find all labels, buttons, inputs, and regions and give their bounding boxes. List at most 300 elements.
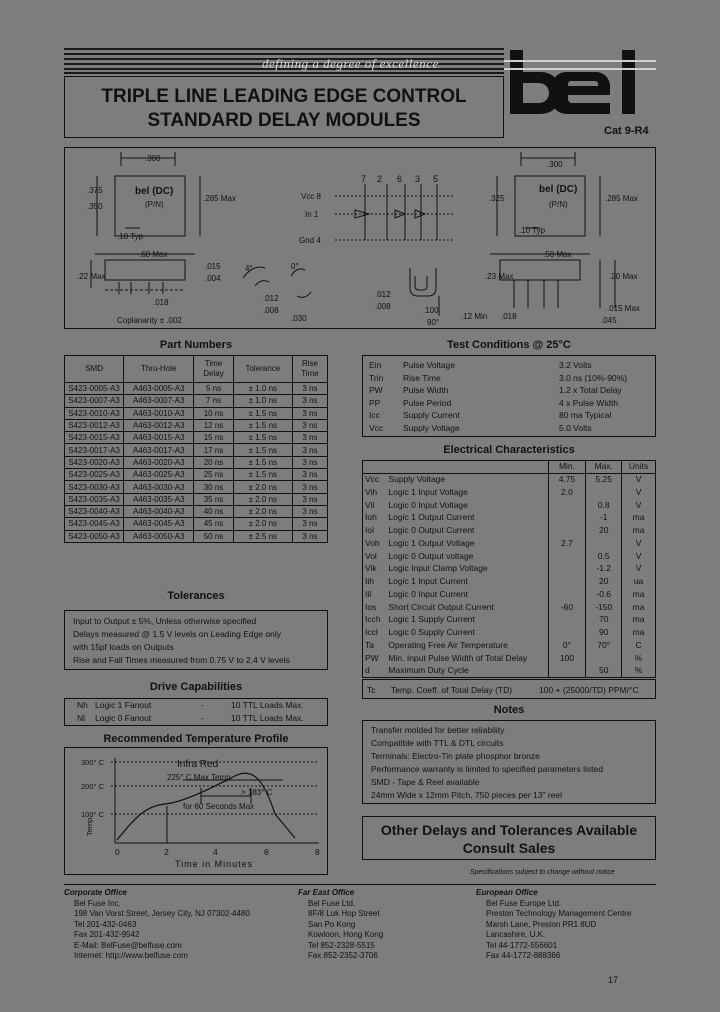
other-delays-box [362, 816, 656, 860]
far-east-heading: Far East Office [298, 888, 355, 897]
corporate-heading: Corporate Office [64, 888, 127, 897]
tolerances-title: Tolerances [167, 590, 225, 602]
dim-325: .325 [489, 194, 505, 203]
table-cell [548, 499, 586, 512]
table-cell: ± 1.5 ns [233, 419, 292, 431]
table-cell: -1 [586, 512, 622, 525]
test-condition-cell: Supply Current [403, 410, 460, 420]
table-cell: A463-0025-A3 [124, 469, 194, 481]
far-east-line: Bel Fuse Ltd. [308, 898, 356, 908]
drive-sym: Nl [77, 713, 86, 723]
table-cell: V [622, 563, 656, 576]
dim-300-left: .300 [145, 154, 161, 163]
table-cell: Maximum Duty Cycle [388, 665, 469, 676]
pin-5: 5 [433, 174, 439, 184]
drive-box [64, 698, 328, 726]
table-cell: V [622, 486, 656, 499]
table-row [363, 563, 656, 576]
test-conditions-title: Test Conditions @ 25°C [447, 339, 571, 351]
dim-23max: .23 Max [485, 272, 514, 281]
table-cell: 0.5 [586, 550, 622, 563]
dim-030: .030 [291, 314, 307, 323]
table-cell: S423-0025-A3 [65, 469, 124, 481]
table-cell: S423-0030-A3 [65, 481, 124, 493]
table-cell: 3 ns [292, 456, 327, 468]
table-row [65, 518, 328, 530]
table-cell: S423-0010-A3 [65, 407, 124, 419]
table-cell: A463-0045-A3 [124, 518, 194, 530]
table-row [363, 550, 656, 563]
table-cell: PW [365, 652, 379, 663]
table-cell: ± 1.0 ns [233, 383, 292, 395]
table-cell: ± 2.5 ns [233, 530, 292, 542]
drive-label: Logic 0 Fanout [95, 713, 152, 723]
table-cell: Supply Voltage [388, 474, 446, 485]
table-cell: d [365, 665, 370, 676]
col-max: Max. [586, 461, 622, 474]
table-cell: Ios [365, 601, 377, 612]
table-cell: ma [622, 601, 656, 614]
table-cell: S423-0050-A3 [65, 530, 124, 542]
table-cell: S423-0007-A3 [65, 395, 124, 407]
dim-285-left: .285 Max [203, 194, 236, 203]
table-cell: Operating Free Air Temperature [388, 639, 508, 650]
dim-375: .375 [87, 186, 103, 195]
test-condition-cell: 5.0 Volts [559, 422, 592, 433]
table-cell: ua [622, 575, 656, 588]
table-cell: 3 ns [292, 530, 327, 542]
tc-row [362, 679, 656, 699]
tc-value: 100 + (25000/TD) PPM/°C [539, 685, 639, 695]
bel-dc-left: bel (DC) [135, 186, 174, 197]
table-cell: ma [622, 524, 656, 537]
table-cell: 3 ns [292, 432, 327, 444]
far-east-line: 8F/8 Luk Hop Street [308, 909, 380, 918]
dim-008-mid: .008 [263, 306, 279, 315]
table-cell: A463-0017-A3 [124, 444, 194, 456]
table-cell: 3 ns [292, 383, 327, 395]
table-cell: 50 ns [194, 530, 233, 542]
table-row [363, 524, 656, 537]
table-cell: 0° [548, 639, 586, 652]
table-cell: Logic 0 Input Current [388, 588, 468, 599]
note-line: SMD - Tape & Reel available [371, 777, 480, 787]
table-cell: 45 ns [194, 518, 233, 530]
table-row [65, 432, 328, 444]
max-temp-label: 225° C Max Temp. [167, 773, 233, 782]
test-condition-cell: Pulse Width [403, 385, 449, 395]
dim-20max: .20 Max [609, 272, 638, 281]
table-row [363, 626, 656, 639]
table-cell: C [622, 639, 656, 652]
test-condition-cell: Icc [369, 410, 380, 420]
test-condition-cell: 1.2 x Total Delay [559, 385, 622, 395]
table-cell: A463-0007-A3 [124, 395, 194, 407]
table-cell: Ioh [365, 512, 377, 523]
col-smd: SMD [65, 356, 124, 383]
dim-10typ-right: .10 Typ [519, 226, 546, 235]
table-row [363, 537, 656, 550]
dim-60max: .60 Max [139, 250, 168, 259]
col-units: Units [622, 461, 656, 474]
footer-corporate [64, 888, 250, 962]
table-row [65, 481, 328, 493]
table-cell: 25 ns [194, 469, 233, 481]
test-conditions-box [362, 355, 656, 437]
vcc-8: Vcc 8 [301, 192, 322, 201]
part-numbers-title: Part Numbers [159, 339, 233, 351]
bel-logo [504, 42, 656, 122]
title-line-2: STANDARD DELAY MODULES [147, 110, 421, 131]
table-row [363, 588, 656, 601]
table-cell: ± 2.0 ns [233, 505, 292, 517]
table-cell [548, 575, 586, 588]
table-cell: ma [622, 588, 656, 601]
table-cell: 3 ns [292, 481, 327, 493]
dim-045: .045 [601, 316, 617, 325]
europe-line: Marsh Lane, Preston PR1 8UD [486, 919, 597, 929]
drive-dash: - [201, 713, 204, 723]
pin-7: 7 [361, 174, 367, 184]
bel-dc-right: bel (DC) [539, 184, 578, 195]
x-tick-0: 0 [115, 847, 120, 857]
other-delays-line1: Other Delays and Tolerances Available [380, 822, 638, 838]
table-cell [548, 563, 586, 576]
table-cell: 2.0 [548, 486, 586, 499]
dim-22max: .22 Max [77, 272, 106, 281]
table-cell: 3 ns [292, 493, 327, 505]
table-cell: ± 1.5 ns [233, 407, 292, 419]
table-cell: 30 ns [194, 481, 233, 493]
y-axis-label: Temp. [85, 815, 94, 836]
drive-title: Drive Capabilities [149, 681, 243, 693]
title-box [64, 76, 504, 138]
table-cell: Logic 1 Output Current [388, 512, 475, 523]
table-cell: Iol [365, 525, 374, 536]
spec-note: Specifications subject to change without notice [470, 869, 615, 876]
dim-0deg: 0° [291, 262, 299, 271]
table-cell [586, 652, 622, 665]
table-cell: 7 ns [194, 395, 233, 407]
tc-text: Temp. Coeff. of Total Delay (TD) [391, 685, 513, 695]
table-row [65, 505, 328, 517]
table-cell: 70 [586, 614, 622, 627]
notes-title: Notes [493, 704, 525, 716]
table-row [363, 652, 656, 665]
dim-012-mid: .012 [263, 294, 279, 303]
table-row [363, 614, 656, 627]
corporate-email[interactable]: E-Mail: BelFuse@belfuse.com [74, 940, 182, 950]
corporate-line: Tel 201-432-0463 [74, 919, 137, 929]
title-line-1: TRIPLE LINE LEADING EDGE CONTROL [101, 86, 467, 107]
other-delays-line2: Consult Sales [462, 840, 556, 856]
table-cell: A463-0015-A3 [124, 432, 194, 444]
coplanarity: Coplanarity ± .002 [117, 316, 182, 325]
note-line: Performance warranty is limited to specified parameters listed [371, 764, 603, 774]
table-row [363, 665, 656, 678]
table-cell: Ta [365, 639, 374, 650]
table-row [363, 639, 656, 652]
europe-line: Lancashire, U.K. [486, 930, 546, 939]
table-cell: -60 [548, 601, 586, 614]
pin-3: 3 [415, 174, 421, 184]
table-cell: S423-0012-A3 [65, 419, 124, 431]
table-cell: ± 2.0 ns [233, 518, 292, 530]
dim-008: .008 [375, 302, 391, 311]
table-cell: 90 [586, 626, 622, 639]
dim-012: .012 [375, 290, 391, 299]
table-cell: S423-0015-A3 [65, 432, 124, 444]
table-row [65, 395, 328, 407]
electrical-table [362, 460, 656, 678]
pin-2: 2 [377, 174, 383, 184]
for-60-label: for 60 Seconds Max [183, 802, 255, 811]
gt-183-label: > 183° C [241, 788, 273, 797]
table-cell: S423-0045-A3 [65, 518, 124, 530]
table-cell: % [622, 665, 656, 678]
table-cell: 12 ns [194, 419, 233, 431]
table-cell: 5 ns [194, 383, 233, 395]
dim-004: .004 [205, 274, 221, 283]
dim-4deg: 4° [245, 264, 253, 273]
drive-sym: Nh [77, 700, 88, 710]
corporate-line: Bel Fuse Inc. [74, 898, 121, 908]
table-cell: Logic 1 Input Current [388, 576, 468, 587]
table-cell: Vih [365, 486, 378, 497]
table-cell: -0.6 [586, 588, 622, 601]
table-cell: Vcc [365, 474, 380, 485]
col-min: Min. [548, 461, 586, 474]
table-cell [548, 626, 586, 639]
table-cell: Logic 1 Input Voltage [388, 486, 468, 497]
dim-350: .350 [87, 202, 103, 211]
table-cell: 50 [586, 665, 622, 678]
note-line: 24mm Wide x 12mm Pitch, 750 pieces per 13" reel [371, 790, 563, 800]
dim-018: .018 [153, 298, 169, 307]
note-line: Transfer molded for better reliability [371, 725, 505, 735]
col-tolerance: Tolerance [233, 356, 292, 383]
table-cell: Logic Input Clamp Voltage [388, 563, 488, 574]
table-cell: 3 ns [292, 505, 327, 517]
table-row [65, 444, 328, 456]
table-cell: Iih [365, 576, 374, 587]
table-cell: ± 1.5 ns [233, 444, 292, 456]
table-cell [548, 550, 586, 563]
pn-right: (P/N) [549, 200, 568, 209]
x-axis-label: Time in Minutes [175, 859, 254, 869]
table-cell: Icch [365, 614, 381, 625]
table-cell: S423-0040-A3 [65, 505, 124, 517]
table-row [65, 383, 328, 395]
test-condition-cell: 4 x Pulse Width [559, 397, 619, 408]
temp-profile-box [64, 747, 328, 875]
table-cell: 2.7 [548, 537, 586, 550]
y-tick-100: 100° C [81, 810, 105, 819]
gnd-4: Gnd 4 [299, 236, 321, 245]
europe-line: Bel Fuse Europe Ltd. [486, 898, 562, 908]
table-cell: 70° [586, 639, 622, 652]
col-rise-time: Rise Time [292, 356, 327, 383]
table-cell: Vol [365, 550, 377, 561]
table-cell [548, 512, 586, 525]
dim-015: .015 [205, 262, 221, 271]
y-tick-200: 200° C [81, 782, 105, 791]
col-thru-hole: Thru-Hole [124, 356, 194, 383]
table-row [65, 530, 328, 542]
europe-heading: European Office [476, 888, 538, 897]
dim-12min: .12 Min [461, 312, 488, 321]
note-line: Compatible with TTL & DTL circuits [371, 738, 504, 748]
table-cell: 20 ns [194, 456, 233, 468]
table-cell: -150 [586, 601, 622, 614]
infra-red-label: Infra Red [177, 759, 219, 770]
test-condition-cell: Vcc [369, 422, 384, 433]
table-row [363, 486, 656, 499]
table-cell: V [622, 473, 656, 486]
table-cell: A463-0050-A3 [124, 530, 194, 542]
table-cell: ma [622, 626, 656, 639]
dim-300-right: .300 [547, 160, 563, 169]
table-row [65, 456, 328, 468]
table-cell: Logic 1 Supply Current [388, 614, 475, 625]
table-cell: Short Circuit Output Current [388, 601, 494, 612]
x-tick-6: 6 [264, 847, 269, 857]
pn-left: (P/N) [145, 200, 164, 209]
corporate-website[interactable]: Internet: http://www.belfuse.com [74, 951, 188, 960]
dim-90deg: 90° [427, 318, 440, 327]
dim-015max: .015 Max [607, 304, 640, 313]
table-row [65, 493, 328, 505]
table-cell: V [622, 550, 656, 563]
note-line: Terminals: Electro-Tin plate phosphor bronze [371, 751, 540, 761]
pin-6: 6 [397, 174, 403, 184]
test-condition-cell: 80 ma Typical [559, 410, 612, 420]
page-number: 17 [608, 975, 619, 985]
far-east-line: Tel 852-2328-5515 [308, 940, 375, 950]
table-cell: ± 2.0 ns [233, 493, 292, 505]
table-cell: V [622, 499, 656, 512]
table-cell: Logic 0 Input Voltage [388, 499, 468, 510]
table-cell: A463-0012-A3 [124, 419, 194, 431]
table-cell: A463-0035-A3 [124, 493, 194, 505]
table-row [363, 601, 656, 614]
table-cell [548, 524, 586, 537]
test-condition-cell: Pulse Voltage [403, 360, 455, 370]
tolerance-line: Input to Output ± 5%, Unless otherwise specified [73, 616, 257, 626]
table-row [363, 512, 656, 525]
drive-value: 10 TTL Loads Max. [231, 713, 304, 723]
corporate-line: Fax 201-432-9542 [74, 930, 140, 939]
dim-50max: .50 Max [543, 250, 572, 259]
table-cell: ± 1.0 ns [233, 395, 292, 407]
table-cell [586, 537, 622, 550]
table-cell: S423-0005-A3 [65, 383, 124, 395]
tolerance-line: Rise and Fall Times measured from 0.75 V to 2.4 V levels [73, 655, 290, 665]
table-row [363, 499, 656, 512]
table-cell: S423-0017-A3 [65, 444, 124, 456]
table-row [65, 419, 328, 431]
table-cell: ma [622, 614, 656, 627]
footer-divider [64, 884, 656, 885]
test-condition-cell: PP [369, 397, 381, 408]
table-cell [548, 614, 586, 627]
test-condition-cell: 3.0 ns (10%-90%) [559, 372, 628, 383]
footer-far-east [298, 888, 383, 962]
table-cell: S423-0020-A3 [65, 456, 124, 468]
table-cell: S423-0035-A3 [65, 493, 124, 505]
test-condition-cell: PW [369, 385, 383, 395]
table-cell [548, 665, 586, 678]
table-cell [548, 588, 586, 601]
catalog-number: Cat 9-R4 [604, 125, 649, 137]
europe-line: Preston Technology Management Centre [486, 909, 632, 918]
table-row [363, 575, 656, 588]
table-cell: Vil [365, 499, 375, 510]
table-cell: Vik [365, 563, 377, 574]
europe-line: Fax 44-1772-888366 [486, 951, 561, 960]
table-cell: A463-0040-A3 [124, 505, 194, 517]
slogan: defining a degree of excellence [262, 56, 439, 71]
table-cell: A463-0030-A3 [124, 481, 194, 493]
drive-value: 10 TTL Loads Max. [231, 700, 304, 710]
corporate-line: 198 Van Vorst Street, Jersey City, NJ 07302-4480 [74, 909, 250, 918]
table-cell: 20 [586, 575, 622, 588]
table-cell: Logic 1 Output Voltage [388, 537, 475, 548]
y-tick-300: 300° C [81, 758, 105, 767]
table-cell: 3 ns [292, 419, 327, 431]
x-tick-4: 4 [213, 847, 218, 857]
table-cell: ± 1.5 ns [233, 456, 292, 468]
dimension-drawing [64, 147, 656, 329]
part-numbers-table [64, 355, 328, 543]
far-east-line: San Po Kong [308, 919, 356, 929]
x-tick-2: 2 [164, 847, 169, 857]
test-condition-cell: Rise Time [403, 372, 441, 383]
table-cell: 35 ns [194, 493, 233, 505]
table-cell: Min. Input Pulse Width of Total Delay [388, 652, 528, 663]
test-condition-cell: 3.2 Volts [559, 360, 592, 370]
table-cell: 3 ns [292, 518, 327, 530]
table-cell: 0.8 [586, 499, 622, 512]
tolerance-line: with 15pf loads on Outputs [73, 642, 174, 652]
table-cell: % [622, 652, 656, 665]
table-cell: A463-0010-A3 [124, 407, 194, 419]
table-cell: 17 ns [194, 444, 233, 456]
table-cell: V [622, 537, 656, 550]
table-row [363, 473, 656, 486]
dim-10typ-left: .10 Typ [117, 232, 144, 241]
in-1: In 1 [305, 210, 319, 219]
dim-018-right: .018 [501, 312, 517, 321]
table-cell: Iccl [365, 627, 378, 638]
table-cell [586, 486, 622, 499]
dim-285-right: .285 Max [605, 194, 638, 203]
table-cell: Logic 0 Output Current [388, 525, 475, 536]
part-numbers-body [65, 383, 328, 543]
temp-profile-title: Recommended Temperature Profile [103, 733, 289, 745]
table-cell: A463-0020-A3 [124, 456, 194, 468]
drive-label: Logic 1 Fanout [95, 700, 152, 710]
col-time-delay: Time Delay [194, 356, 233, 383]
table-cell: ± 1.5 ns [233, 469, 292, 481]
table-cell: 4.75 [548, 473, 586, 486]
electrical-body [363, 473, 656, 677]
far-east-line: Kowloon, Hong Kong [308, 930, 384, 939]
x-tick-8: 8 [315, 847, 320, 857]
test-condition-cell: Ein [369, 360, 382, 370]
table-cell: 100 [548, 652, 586, 665]
table-cell: -1.2 [586, 563, 622, 576]
